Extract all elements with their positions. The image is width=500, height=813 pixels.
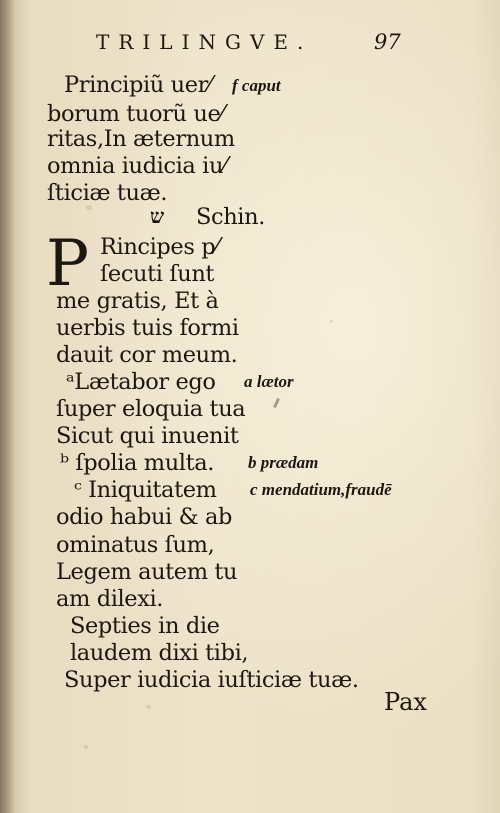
text-line: Legem autem tu [56, 559, 238, 585]
text-line: ſticiæ tuæ. [47, 180, 168, 206]
margin-gloss: b prædam [248, 453, 319, 472]
text-line: me gratis, Et à [56, 288, 219, 314]
binding-shadow [0, 0, 16, 813]
text-line: Super iudicia iuſticiæ tuæ. [64, 667, 359, 693]
text-line: ᶜ Iniquitatem [74, 477, 217, 503]
text-line: dauit cor meum. [56, 342, 238, 368]
text-line: ᵇ ſpolia multa. [60, 450, 215, 476]
text-line: ritas,In æternum [47, 126, 235, 152]
text-line: ominatus ſum, [56, 532, 215, 558]
running-title: TRILINGVE. [96, 30, 313, 54]
foxing-spot [84, 745, 88, 749]
text-line: Rincipes p⁄ [100, 234, 219, 260]
text-line: ᵃLætabor ego [66, 369, 216, 395]
text-line: ſecuti ſunt [100, 261, 215, 287]
margin-gloss: c mendatium,fraudē [250, 480, 392, 499]
catchword: Pax [384, 688, 427, 716]
text-line: Sicut qui inuenit [56, 423, 239, 449]
text-line: omnia iudicia iu⁄ [47, 153, 227, 179]
pencil-mark [273, 398, 280, 408]
page-number: 97 [374, 30, 401, 54]
text-line: odio habui & ab [56, 504, 232, 530]
text-line: borum tuorũ ue⁄ [47, 101, 224, 127]
drop-cap-initial: P [46, 227, 90, 301]
text-line: Principiũ uer⁄ [64, 72, 212, 98]
foxing-spot [146, 705, 151, 709]
hebrew-letter: ש [150, 204, 165, 228]
margin-gloss: a lætor [244, 372, 294, 391]
foxing-spot [330, 320, 333, 323]
text-line: ſuper eloquia tua [56, 396, 246, 422]
margin-gloss: f caput [232, 76, 281, 95]
section-heading: Schin. [196, 204, 265, 230]
text-line: laudem dixi tibi, [70, 640, 249, 666]
text-line: uerbis tuis formi [56, 315, 239, 341]
text-line: Septies in die [70, 613, 220, 639]
text-line: am dilexi. [56, 586, 164, 612]
